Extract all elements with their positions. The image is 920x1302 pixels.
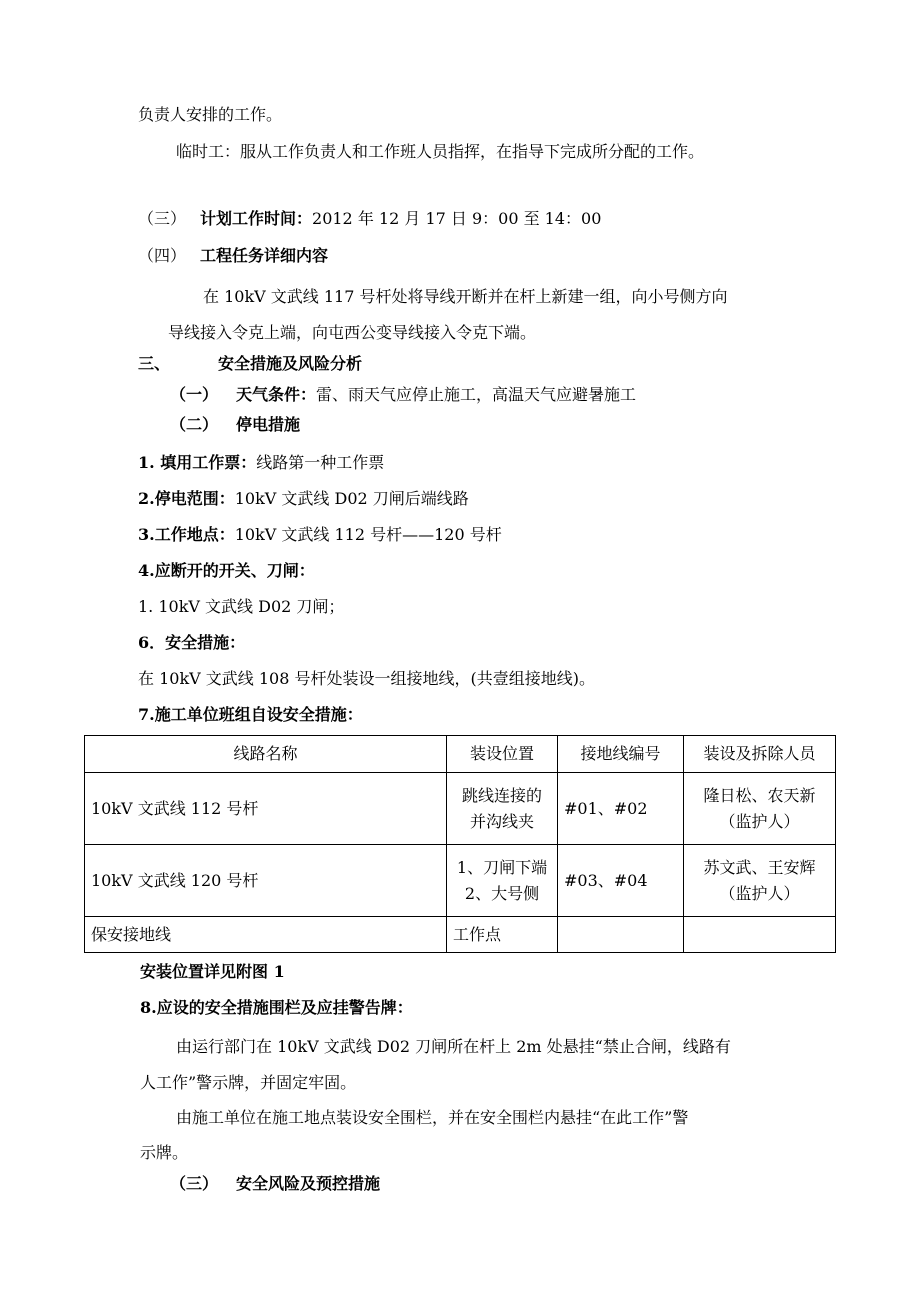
section-label: 计划工作时间： bbox=[200, 209, 313, 228]
text-line: 负责人安排的工作。 bbox=[138, 105, 283, 124]
item-line: 4.应断开的开关、刀闸： bbox=[138, 561, 315, 580]
table-cell bbox=[447, 845, 558, 917]
table-cell bbox=[558, 917, 684, 953]
table-row bbox=[85, 845, 836, 917]
cell-line: 苏文武、王安辉 bbox=[703, 857, 816, 877]
chapter-number: 三、 bbox=[138, 354, 171, 373]
table-header: 线路名称 bbox=[85, 736, 447, 773]
table-cell: 工作点 bbox=[447, 917, 558, 953]
item-label: 2.停电范围： bbox=[138, 489, 235, 508]
item-line: 7.施工单位班组自设安全措施： bbox=[138, 705, 363, 724]
section-label: 安全风险及预控措施 bbox=[236, 1174, 381, 1193]
table-cell: 10kV 文武线 112 号杆 bbox=[85, 773, 447, 845]
section-heading bbox=[138, 248, 328, 264]
section-heading bbox=[170, 387, 636, 403]
section-number: （二） bbox=[170, 415, 219, 434]
item-line bbox=[138, 491, 469, 507]
section-label: 天气条件： bbox=[236, 385, 317, 404]
cell-line: 跳线连接的 bbox=[461, 785, 542, 805]
table-row bbox=[85, 917, 836, 953]
cell-line: 2、大号侧 bbox=[464, 883, 540, 903]
item-line: 1. 10kV 文武线 D02 刀闸； bbox=[138, 597, 345, 616]
table-cell bbox=[447, 773, 558, 845]
section-label: 工程任务详细内容 bbox=[200, 246, 329, 265]
table-cell bbox=[684, 917, 836, 953]
cell-line: （监护人） bbox=[719, 883, 800, 903]
table-cell: 10kV 文武线 120 号杆 bbox=[85, 845, 447, 917]
grounding-table bbox=[84, 735, 836, 953]
cell-line: 并沟线夹 bbox=[469, 811, 534, 831]
item-line: 6．安全措施： bbox=[138, 633, 246, 652]
cell-line: （监护人） bbox=[719, 811, 800, 831]
section-heading bbox=[170, 1176, 380, 1192]
item-line: 8.应设的安全措施围栏及应挂警告牌： bbox=[140, 998, 413, 1017]
section-label: 停电措施 bbox=[236, 415, 301, 434]
section-heading bbox=[170, 417, 300, 433]
table-cell bbox=[684, 845, 836, 917]
text-line: 安装位置详见附图 1 bbox=[140, 962, 285, 981]
table-header: 装设及拆除人员 bbox=[684, 736, 836, 773]
table-cell: #03、#04 bbox=[558, 845, 684, 917]
section-value: 雷、雨天气应停止施工，高温天气应避暑施工 bbox=[316, 385, 637, 404]
item-line bbox=[138, 455, 384, 471]
text-line: 临时工：服从工作负责人和工作班人员指挥，在指导下完成所分配的工作。 bbox=[176, 142, 705, 161]
section-heading bbox=[138, 211, 601, 227]
text-line: 人工作”警示牌，并固定牢固。 bbox=[140, 1073, 357, 1092]
section-number: （三） bbox=[138, 209, 187, 228]
section-value: 2012 年 12 月 17 日 9：00 至 14：00 bbox=[312, 209, 602, 228]
text-line: 由施工单位在施工地点装设安全围栏，并在安全围栏内悬挂“在此工作”警 bbox=[176, 1108, 689, 1127]
item-line: 在 10kV 文武线 108 号杆处装设一组接地线，(共壹组接地线)。 bbox=[138, 669, 595, 688]
section-number: （一） bbox=[170, 385, 219, 404]
item-label: 1. 填用工作票： bbox=[138, 453, 257, 472]
text-line: 在 10kV 文武线 117 号杆处将导线开断并在杆上新建一组，向小号侧方向 bbox=[203, 287, 728, 306]
cell-line: 隆日松、农天新 bbox=[703, 785, 816, 805]
cell-line: 1、刀闸下端 bbox=[456, 857, 548, 877]
table-cell: 保安接地线 bbox=[85, 917, 447, 953]
item-value: 线路第一种工作票 bbox=[256, 453, 385, 472]
chapter-label: 安全措施及风险分析 bbox=[218, 354, 363, 373]
item-label: 3.工作地点： bbox=[138, 525, 235, 544]
item-value: 10kV 文武线 112 号杆——120 号杆 bbox=[234, 525, 502, 544]
table-cell: #01、#02 bbox=[558, 773, 684, 845]
item-value: 10kV 文武线 D02 刀闸后端线路 bbox=[234, 489, 469, 508]
table-cell bbox=[684, 773, 836, 845]
chapter-heading bbox=[138, 356, 362, 372]
section-number: （三） bbox=[170, 1174, 219, 1193]
section-number: （四） bbox=[138, 246, 187, 265]
text-line: 由运行部门在 10kV 文武线 D02 刀闸所在杆上 2m 处悬挂“禁止合闸，线路有 bbox=[176, 1037, 731, 1056]
table-header-row bbox=[85, 736, 836, 773]
table-header: 装设位置 bbox=[447, 736, 558, 773]
table-row bbox=[85, 773, 836, 845]
text-line: 示牌。 bbox=[140, 1143, 189, 1162]
table-header: 接地线编号 bbox=[558, 736, 684, 773]
item-line bbox=[138, 527, 502, 543]
text-line: 导线接入令克上端，向屯西公变导线接入令克下端。 bbox=[168, 323, 537, 342]
